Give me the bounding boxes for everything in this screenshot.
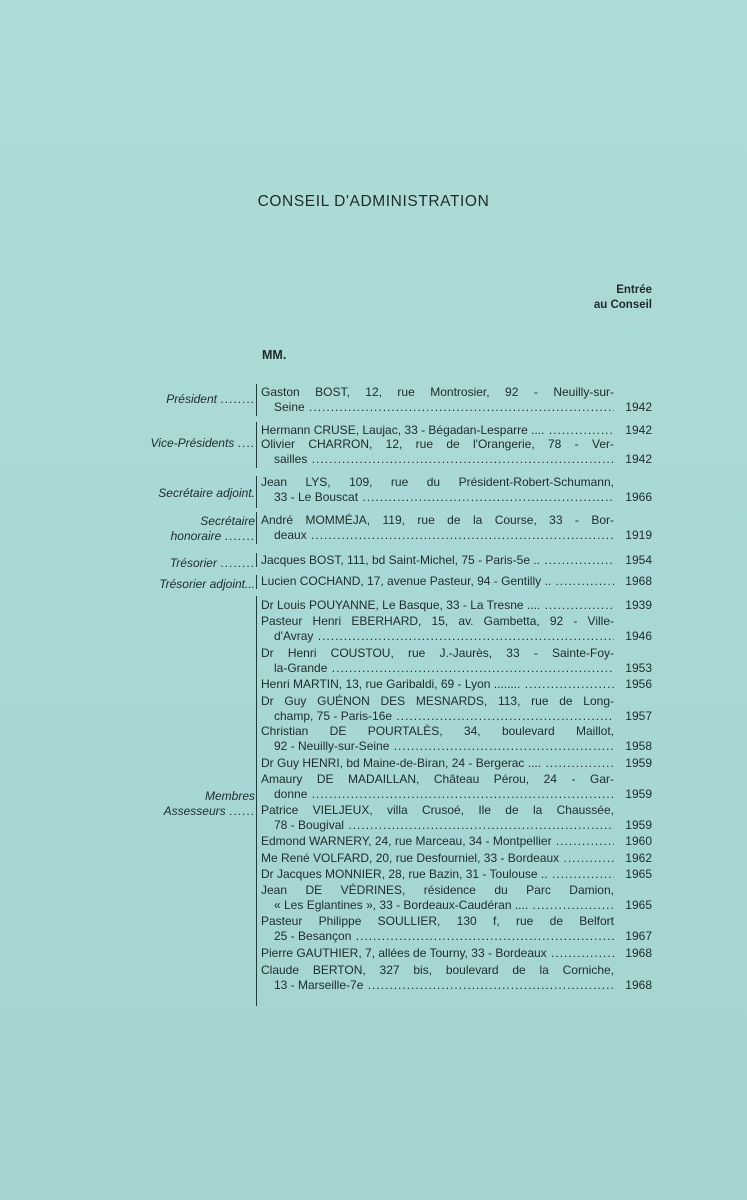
role-tresorier-adjoint [100, 577, 255, 592]
member-line: Pasteur Philippe SOULLIER, 130 f, rue de Belfort [261, 914, 614, 928]
member-entry [261, 614, 614, 645]
member-entry [261, 513, 614, 544]
member-line-cont: 92 - Neuilly-sur-Seine ..... [261, 739, 614, 754]
member-entry [261, 598, 614, 613]
role-secretaire-adjoint [100, 486, 255, 501]
member-entry [261, 646, 614, 677]
role-secretaire-honoraire [100, 514, 255, 544]
bracket-vice-presidents [256, 422, 257, 468]
entry-year: 1959 [625, 818, 652, 832]
role-dots: .... [237, 436, 255, 450]
member-line: Dr Guy GUÉNON DES MESNARDS, 113, rue de Long- [261, 694, 614, 708]
member-line: Dr Jacques MONNIER, 28, rue Bazin, 31 - Toulouse .. ..... [261, 867, 614, 882]
entry-year: 1962 [625, 851, 652, 865]
member-line: Lucien COCHAND, 17, avenue Pasteur, 94 - Gentilly .. ..... [261, 574, 614, 589]
member-entry [261, 867, 614, 882]
role-vice-presidents [100, 436, 255, 451]
member-line: Christian DE POURTALÈS, 34, boulevard Maillot, [261, 724, 614, 738]
member-entry [261, 423, 614, 438]
entry-year: 1954 [625, 553, 652, 567]
member-entry [261, 553, 614, 568]
entry-year: 1968 [625, 946, 652, 960]
member-line: Olivier CHARRON, 12, rue de l'Orangerie, 78 - Ver- [261, 437, 614, 451]
role-label: Trésorier [169, 556, 217, 570]
member-line: Patrice VIELJEUX, villa Crusoé, Ile de la Chaussée, [261, 803, 614, 817]
entry-year-header [594, 283, 652, 313]
member-line-cont: sailles ..... [261, 452, 614, 467]
bracket-membres-assesseurs [256, 596, 257, 1006]
member-line-cont: donne ..... [261, 787, 614, 802]
entry-year: 1968 [625, 978, 652, 992]
member-line: Hermann CRUSE, Laujac, 33 - Bégadan-Lesparre .... ..... [261, 423, 614, 438]
member-line-cont: 33 - Le Bouscat ..... [261, 490, 614, 505]
role-label-line2: Assesseurs [163, 804, 226, 818]
member-line: Dr Guy HENRI, bd Maine-de-Biran, 24 - Bergerac .... ..... [261, 756, 614, 771]
entry-header-line1: Entrée [616, 284, 652, 296]
member-entry [261, 475, 614, 506]
member-line: Dr Louis POUYANNE, Le Basque, 33 - La Tresne .... ..... [261, 598, 614, 613]
member-entry [261, 772, 614, 803]
member-entry [261, 883, 614, 914]
role-label: Secrétaire adjoint. [158, 486, 255, 500]
member-entry [261, 694, 614, 725]
member-line: Pasteur Henri EBERHARD, 15, av. Gambetta, 92 - Ville- [261, 614, 614, 628]
member-entry [261, 437, 614, 468]
member-line-cont: Seine ..... [261, 400, 614, 415]
member-line-cont: 25 - Besançon ..... [261, 929, 614, 944]
role-label-line2: honoraire [170, 529, 222, 543]
role-tresorier [100, 556, 255, 571]
entry-year: 1953 [625, 661, 652, 675]
bracket-secretaire-adjoint [256, 476, 257, 508]
member-line: Jean DE VÉDRINES, résidence du Parc Damion, [261, 883, 614, 897]
member-line: Edmond WARNERY, 24, rue Marceau, 34 - Montpellier ..... [261, 834, 614, 849]
role-label: Membres [204, 789, 255, 803]
member-line: Gaston BOST, 12, rue Montrosier, 92 - Neuilly-sur- [261, 385, 614, 399]
role-label: Vice-Présidents [150, 436, 235, 450]
salutation: MM. [262, 348, 287, 362]
member-line: Pierre GAUTHIER, 7, allées de Tourny, 33 - Bordeaux ..... [261, 946, 614, 961]
entry-year: 1967 [625, 929, 652, 943]
member-entry [261, 963, 614, 994]
member-line: Jean LYS, 109, rue du Président-Robert-Schumann, [261, 475, 614, 489]
member-entry [261, 574, 614, 589]
bracket-secretaire-honoraire [256, 512, 257, 544]
role-dots: ...... [228, 804, 255, 818]
member-entry [261, 946, 614, 961]
member-line-cont: 78 - Bougival ..... [261, 818, 614, 833]
member-entry [261, 803, 614, 834]
entry-year: 1965 [625, 867, 652, 881]
entry-year: 1960 [625, 834, 652, 848]
entry-year: 1959 [625, 787, 652, 801]
member-line-cont: la-Grande ..... [261, 661, 614, 676]
member-line: Dr Henri COUSTOU, rue J.-Jaurès, 33 - Sainte-Foy- [261, 646, 614, 660]
role-dots: ........ [220, 392, 255, 406]
member-line-cont: 13 - Marseille-7e ..... [261, 978, 614, 993]
entry-header-line2: au Conseil [593, 299, 652, 311]
role-dots: ........ [220, 556, 255, 570]
member-entry [261, 914, 614, 945]
entry-year: 1942 [625, 400, 652, 414]
member-entry [261, 724, 614, 755]
member-entry [261, 385, 614, 416]
member-entry [261, 834, 614, 849]
role-president [100, 392, 255, 407]
entry-year: 1965 [625, 898, 652, 912]
member-line: Me René VOLFARD, 20, rue Desfourniel, 33 - Bordeaux ..... [261, 851, 614, 866]
entry-year: 1919 [625, 528, 652, 542]
entry-year: 1942 [625, 423, 652, 437]
member-entry [261, 756, 614, 771]
bracket-tresorier-adjoint [256, 575, 257, 589]
entry-year: 1939 [625, 598, 652, 612]
entry-year: 1942 [625, 452, 652, 466]
bracket-president [256, 384, 257, 416]
role-dots: ....... [224, 529, 255, 543]
member-line: Claude BERTON, 327 bis, boulevard de la Corniche, [261, 963, 614, 977]
role-membres-assesseurs [100, 789, 255, 819]
member-line: Amaury DE MADAILLAN, Château Pérou, 24 - Gar- [261, 772, 614, 786]
page-title: CONSEIL D'ADMINISTRATION [257, 193, 490, 210]
entry-year: 1946 [625, 629, 652, 643]
member-line-cont: « Les Eglantines », 33 - Bordeaux-Caudéran .... ..... [261, 898, 614, 913]
member-entry [261, 677, 614, 692]
role-label: Trésorier adjoint... [159, 577, 255, 591]
entry-year: 1957 [625, 709, 652, 723]
entry-year: 1966 [625, 490, 652, 504]
member-line: Henri MARTIN, 13, rue Garibaldi, 69 - Lyon ........ ..... [261, 677, 614, 692]
entry-year: 1968 [625, 574, 652, 588]
entry-year: 1959 [625, 756, 652, 770]
member-line: Jacques BOST, 111, bd Saint-Michel, 75 - Paris-5e .. ..... [261, 553, 614, 568]
bracket-tresorier [256, 553, 257, 567]
entry-year: 1956 [625, 677, 652, 691]
member-entry [261, 851, 614, 866]
entry-year: 1958 [625, 739, 652, 753]
member-line-cont: d'Avray ..... [261, 629, 614, 644]
role-label: Président [166, 392, 217, 406]
role-label: Secrétaire [200, 514, 255, 528]
member-line: André MOMMÉJA, 119, rue de la Course, 33 - Bor- [261, 513, 614, 527]
member-line-cont: deaux ..... [261, 528, 614, 543]
member-line-cont: champ, 75 - Paris-16e ..... [261, 709, 614, 724]
